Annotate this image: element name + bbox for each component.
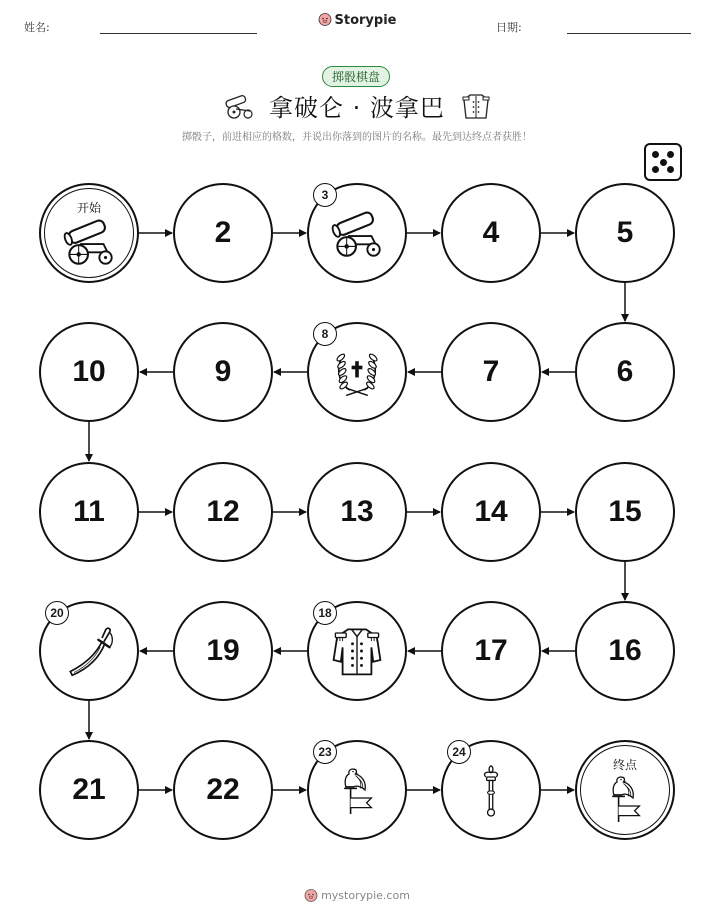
board-space-13: [307, 462, 407, 562]
space-number-badge: 18: [313, 601, 337, 625]
space-number: 2: [214, 216, 232, 249]
board-space-17: [441, 601, 541, 701]
board-space-21: [39, 740, 139, 840]
eagle-standard-icon: [333, 764, 381, 820]
finish-label: 终点: [612, 758, 637, 772]
date-label: 日期:: [496, 21, 522, 34]
space-number: 22: [206, 773, 240, 806]
laurel-wreath-icon: [330, 345, 384, 403]
footer: [0, 888, 714, 902]
game-type-badge: 掷骰棋盘: [322, 66, 390, 87]
board-space-6: [575, 322, 675, 422]
space-number-badge: 20: [45, 601, 69, 625]
board-space-9: [173, 322, 273, 422]
board-space-23: [307, 740, 407, 840]
space-number: 7: [482, 355, 500, 388]
military-jacket-icon: [330, 624, 384, 682]
board-space-4: [441, 183, 541, 283]
eagle-standard-icon: [601, 772, 649, 828]
space-number: 15: [608, 495, 642, 528]
brand-name: Storypie: [334, 13, 397, 28]
board-space-12: [173, 462, 273, 562]
space-number: 4: [482, 216, 500, 249]
board-space-5: [575, 183, 675, 283]
space-number: 12: [206, 495, 240, 528]
board-space-2: [173, 183, 273, 283]
board-space-18: [307, 601, 407, 701]
board-space-22: [173, 740, 273, 840]
space-number: 19: [206, 634, 240, 667]
board-space-20: [39, 601, 139, 701]
space-number: 13: [340, 495, 374, 528]
space-number-badge: 8: [313, 322, 337, 346]
board-space-7: [441, 322, 541, 422]
space-number: 14: [474, 495, 508, 528]
instructions: 掷骰子，前进相应的格数，并说出你落到的图片的名称。最先到达终点者获胜！: [182, 132, 532, 143]
board-space-14: [441, 462, 541, 562]
finish-space: [575, 740, 675, 840]
space-number: 21: [72, 773, 106, 806]
start-label: 开始: [76, 201, 101, 215]
space-number-badge: 24: [447, 740, 471, 764]
scepter-icon: [478, 762, 504, 822]
space-number: 5: [616, 216, 634, 249]
space-number: 6: [616, 355, 634, 388]
board-space-19: [173, 601, 273, 701]
space-number: 11: [73, 495, 105, 528]
name-label: 姓名:: [24, 21, 50, 34]
start-space: [39, 183, 139, 283]
space-number-badge: 23: [313, 740, 337, 764]
board-space-8: [307, 322, 407, 422]
cannon-icon: [326, 207, 388, 263]
space-number: 16: [608, 634, 642, 667]
page-title: 拿破仑 · 波拿巴: [269, 94, 445, 122]
cannon-icon: [58, 215, 120, 271]
pig-mascot-icon: [304, 888, 318, 902]
board-space-24: [441, 740, 541, 840]
space-number: 9: [214, 355, 232, 388]
space-number: 10: [72, 355, 106, 388]
saber-icon: [61, 623, 117, 683]
footer-url: mystorypie.com: [321, 889, 410, 902]
space-number: 17: [474, 634, 508, 667]
board-space-16: [575, 601, 675, 701]
space-number-badge: 3: [313, 183, 337, 207]
board-space-15: [575, 462, 675, 562]
board-space-10: [39, 322, 139, 422]
board-space-11: [39, 462, 139, 562]
board-space-3: [307, 183, 407, 283]
